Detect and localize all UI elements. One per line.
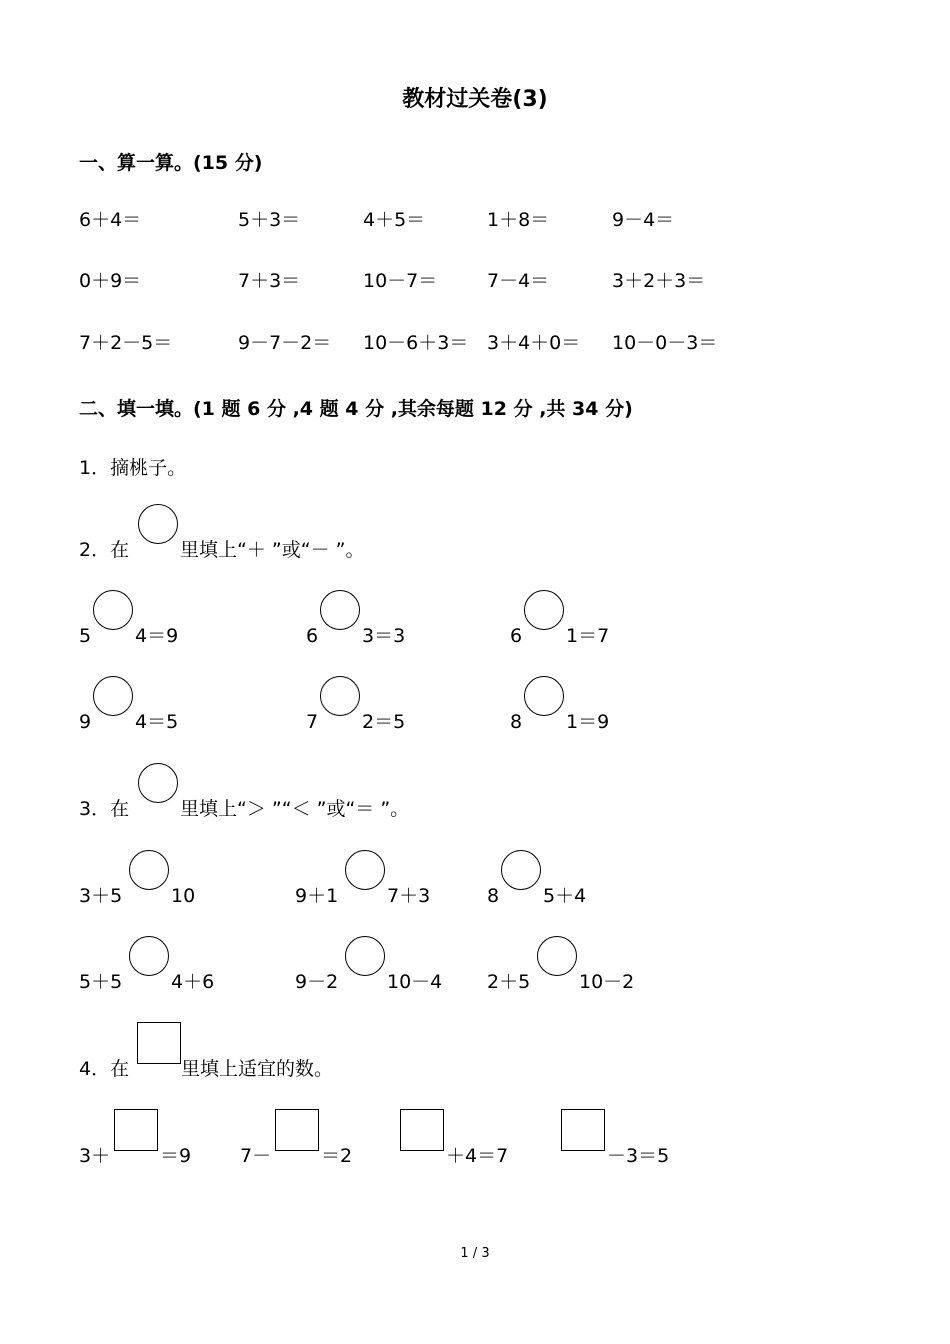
operand-left: 6 xyxy=(306,625,319,647)
operand-right: 4＝9 xyxy=(135,625,179,647)
operator-answer-circle[interactable] xyxy=(320,590,360,630)
fill-left: 3＋ xyxy=(79,1145,111,1167)
fill-right: ＝9 xyxy=(160,1145,192,1167)
number-answer-box[interactable] xyxy=(400,1109,444,1151)
operand-left: 6 xyxy=(510,625,523,647)
compare-answer-circle[interactable] xyxy=(129,936,169,976)
compare-right: 5＋4 xyxy=(543,885,587,907)
calc-problem: 7－4＝ xyxy=(487,270,550,292)
question-2-prefix: 2．在 xyxy=(79,539,130,561)
operand-right: 2＝5 xyxy=(362,711,406,733)
compare-right: 10－4 xyxy=(387,971,443,993)
circle-symbol xyxy=(138,763,178,803)
operand-left: 5 xyxy=(79,625,92,647)
page-title: 教材过关卷(3) xyxy=(402,87,548,112)
fill-left: 7－ xyxy=(240,1145,272,1167)
operator-answer-circle[interactable] xyxy=(320,676,360,716)
calc-problem: 0＋9＝ xyxy=(79,270,142,292)
compare-answer-circle[interactable] xyxy=(345,850,385,890)
operand-right: 1＝9 xyxy=(566,711,610,733)
fill-right: ＋4＝7 xyxy=(446,1145,509,1167)
calc-problem: 6＋4＝ xyxy=(79,209,142,231)
question-4-suffix: 里填上适宜的数。 xyxy=(181,1058,334,1080)
question-1-label: 1．摘桃子。 xyxy=(79,457,187,479)
calc-problem: 3＋4＋0＝ xyxy=(487,332,581,354)
calc-problem: 10－7＝ xyxy=(363,270,438,292)
question-4-prefix: 4．在 xyxy=(79,1058,130,1080)
circle-symbol xyxy=(138,504,178,544)
question-2-suffix: 里填上“＋ ”或“－ ”。 xyxy=(180,539,365,561)
operator-answer-circle[interactable] xyxy=(524,590,564,630)
calc-problem: 10－6＋3＝ xyxy=(363,332,469,354)
compare-left: 8 xyxy=(487,885,500,907)
operand-left: 9 xyxy=(79,711,92,733)
operand-left: 8 xyxy=(510,711,523,733)
calc-problem: 3＋2＋3＝ xyxy=(612,270,706,292)
compare-answer-circle[interactable] xyxy=(501,850,541,890)
number-answer-box[interactable] xyxy=(561,1109,605,1151)
compare-right: 10－2 xyxy=(579,971,635,993)
calc-problem: 7＋2－5＝ xyxy=(79,332,173,354)
calc-problem: 5＋3＝ xyxy=(238,209,301,231)
calc-problem: 7＋3＝ xyxy=(238,270,301,292)
compare-right: 7＋3 xyxy=(387,885,431,907)
section-2-heading: 二、填一填。(1 题 6 分 ,4 题 4 分 ,其余每题 12 分 ,共 34 分) xyxy=(79,398,633,420)
section-1-heading: 一、算一算。(15 分) xyxy=(79,152,263,174)
compare-left: 5＋5 xyxy=(79,971,123,993)
calc-problem: 9－4＝ xyxy=(612,209,675,231)
page-number: 1 / 3 xyxy=(460,1246,490,1261)
calc-problem: 1＋8＝ xyxy=(487,209,550,231)
compare-right: 10 xyxy=(171,885,196,907)
operand-right: 4＝5 xyxy=(135,711,179,733)
compare-answer-circle[interactable] xyxy=(129,850,169,890)
question-3-prefix: 3．在 xyxy=(79,798,130,820)
compare-left: 9－2 xyxy=(295,971,339,993)
operator-answer-circle[interactable] xyxy=(93,590,133,630)
square-symbol xyxy=(137,1022,181,1064)
compare-left: 3＋5 xyxy=(79,885,123,907)
number-answer-box[interactable] xyxy=(114,1109,158,1151)
number-answer-box[interactable] xyxy=(275,1109,319,1151)
calc-problem: 4＋5＝ xyxy=(363,209,426,231)
compare-answer-circle[interactable] xyxy=(345,936,385,976)
calc-problem: 10－0－3＝ xyxy=(612,332,718,354)
operator-answer-circle[interactable] xyxy=(524,676,564,716)
compare-left: 2＋5 xyxy=(487,971,531,993)
question-3-suffix: 里填上“＞ ”“＜ ”或“＝ ”。 xyxy=(180,798,410,820)
compare-right: 4＋6 xyxy=(171,971,215,993)
fill-right: ＝2 xyxy=(321,1145,353,1167)
operand-left: 7 xyxy=(306,711,319,733)
compare-answer-circle[interactable] xyxy=(537,936,577,976)
operand-right: 3＝3 xyxy=(362,625,406,647)
compare-left: 9＋1 xyxy=(295,885,339,907)
fill-right: －3＝5 xyxy=(607,1145,670,1167)
calc-problem: 9－7－2＝ xyxy=(238,332,332,354)
operator-answer-circle[interactable] xyxy=(93,676,133,716)
operand-right: 1＝7 xyxy=(566,625,610,647)
